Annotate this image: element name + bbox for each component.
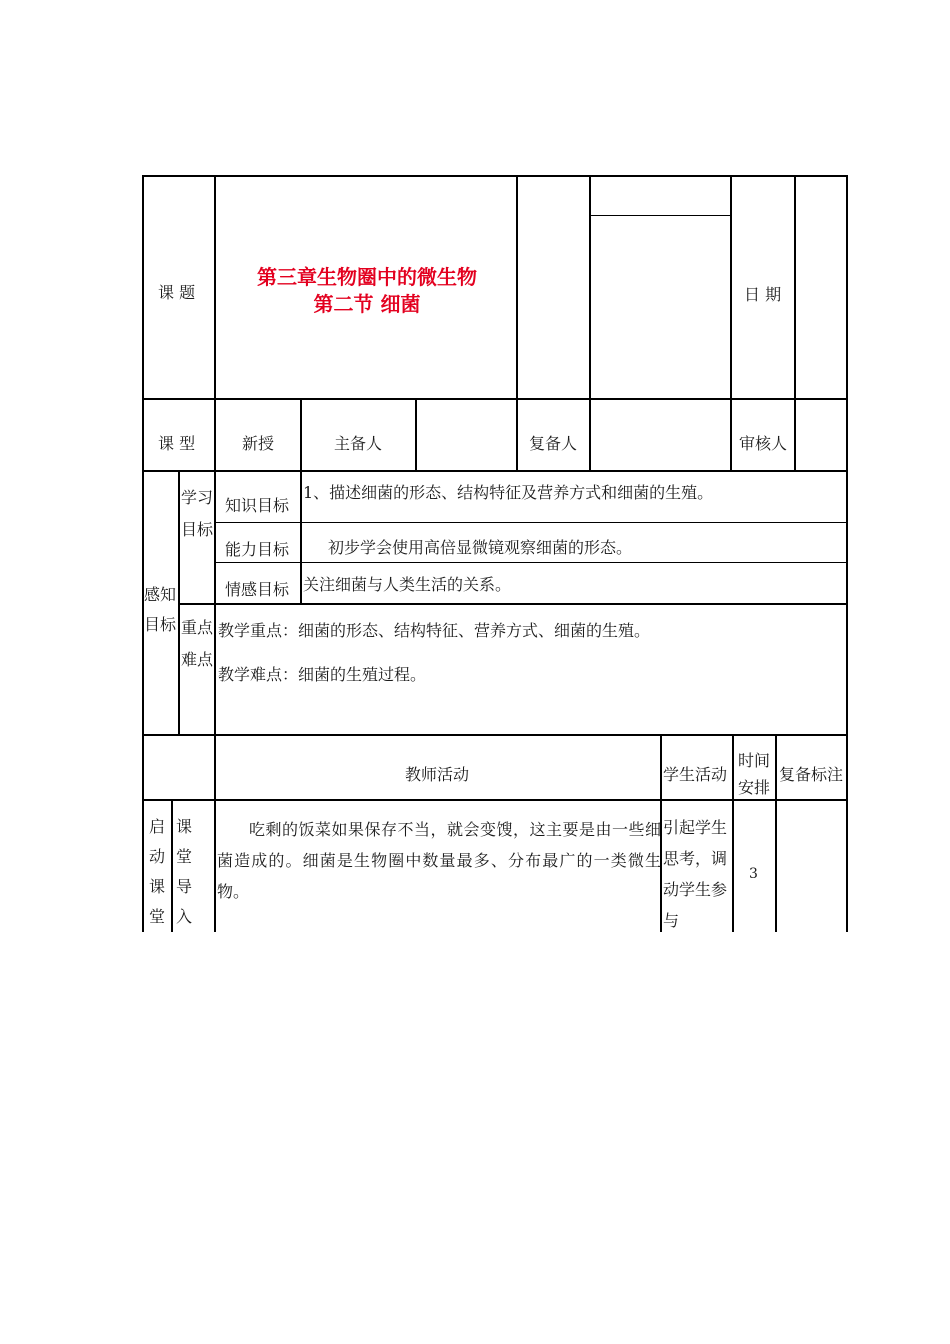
lesson-title-line1: 第三章生物圈中的微生物 bbox=[257, 265, 477, 289]
time-value: 3 bbox=[749, 866, 758, 882]
teacher-intro-text: 吃剩的饭菜如果保存不当，就会变馊，这主要是由一些细菌造成的。细菌是生物圈中数量最多、分布最广的一类微生物。 bbox=[217, 820, 661, 901]
type-value: 新授 bbox=[242, 434, 275, 453]
knowledge-goal-text: 1、描述细菌的形态、结构特征及营养方式和细菌的生殖。 bbox=[303, 483, 714, 502]
student-activity-header: 学生活动 bbox=[663, 765, 728, 784]
key-point-text: 教学重点：细菌的形态、结构特征、营养方式、细菌的生殖。 bbox=[218, 621, 651, 640]
knowledge-goal-label: 知识目标 bbox=[225, 496, 290, 515]
ability-goal-label: 能力目标 bbox=[225, 540, 290, 559]
type-label: 课 型 bbox=[158, 434, 196, 453]
time-header: 时间安排 bbox=[737, 751, 770, 797]
ability-goal-text: 初步学会使用高倍显微镜观察细菌的形态。 bbox=[328, 538, 633, 557]
sub-stage-label: 课堂导入 bbox=[175, 817, 192, 926]
emotion-goal-label: 情感目标 bbox=[225, 580, 290, 599]
student-intro-text: 引起学生思考，调动学生参与 bbox=[663, 818, 728, 930]
co-preparer-label: 复备人 bbox=[529, 434, 578, 453]
difficult-point-text: 教学难点：细菌的生殖过程。 bbox=[218, 665, 427, 684]
learning-goals-label: 学习目标 bbox=[181, 488, 214, 539]
notes-header: 复备标注 bbox=[779, 765, 844, 784]
reviewer-label: 审核人 bbox=[739, 434, 788, 453]
lesson-title-line2: 第二节 细菌 bbox=[313, 292, 421, 316]
teacher-activity-header: 教师活动 bbox=[405, 765, 470, 784]
date-label: 日 期 bbox=[744, 285, 782, 304]
stage-label: 启动课堂 bbox=[148, 817, 165, 926]
goals-section-label: 感知目标 bbox=[143, 585, 176, 634]
emotion-goal-text: 关注细菌与人类生活的关系。 bbox=[303, 575, 512, 594]
topic-label: 课 题 bbox=[158, 283, 196, 302]
main-preparer-label: 主备人 bbox=[334, 434, 383, 453]
key-difficult-label: 重点难点 bbox=[181, 618, 214, 669]
